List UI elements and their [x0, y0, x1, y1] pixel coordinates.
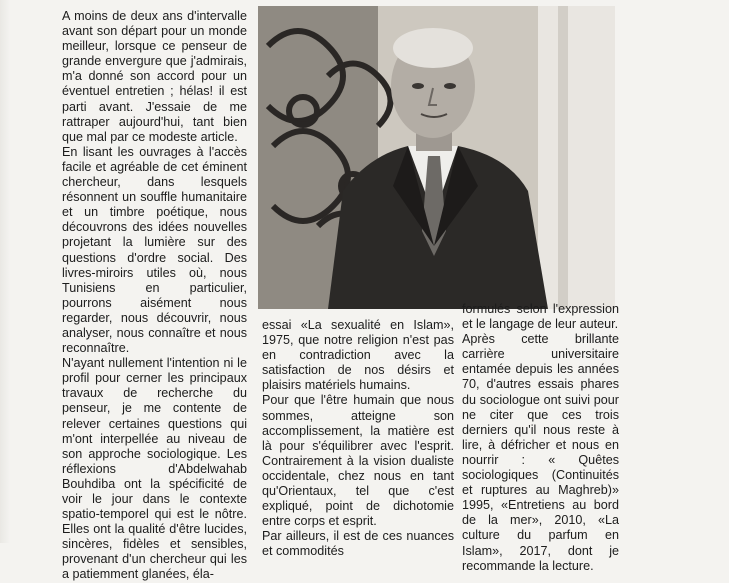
article-column-1	[62, 9, 247, 583]
article-column-2	[262, 318, 454, 560]
paragraph-intention: N'ayant nullement l'intention ni le profil pour cerner les principaux travaux de recherche du penseur, je me contente de relever certaines questions qui m'ont interpellée au niveau de son approche sociologique. Les réflexions d'Abdelwahab Bouhdiba ont la spécificité de voir le jour dans le contexte spatio-temporel qui est le nôtre. Elles ont la qualité d'être lucides, sincères, fidèles et sensibles, provenant d'un chercheur qui les a patiemment glanées, éla-	[62, 356, 247, 582]
portrait-photo	[258, 6, 615, 309]
paragraph-career: Après cette brillante carrière universitaire entamée depuis les années 70, d'autres essais phares du sociologue ont suivi pour ne citer que ces trois derniers qu'il nous reste à lire, à défricher et nous en nourrir : « Quêtes sociologiques (Continuités et ruptures au Maghreb)» 1995, «Entretiens au bord de la mer», 2010, «La culture du parfum en Islam», 2017, dont je recommande la lecture.	[462, 332, 619, 573]
scan-edge	[0, 0, 10, 543]
paragraph-nuances: Par ailleurs, il est de ces nuances et commodités	[262, 529, 454, 559]
paragraph-intro: A moins de deux ans d'intervalle avant son départ pour un monde meilleur, lorsque ce penseur de grande envergure que j'admirais, m'a donné son accord pour un éventuel entretien ; hélas! il est parti avant. J'essaie de me rattraper aujourd'hui, tant bien que mal par ce modeste article.	[62, 9, 247, 144]
article-column-3	[462, 302, 619, 574]
portrait-illustration	[258, 6, 615, 309]
paragraph-balance: Pour que l'être humain que nous sommes, atteigne son accomplissement, la matière est là pour s'équilibrer avec l'esprit. Contrairement à la vision dualiste occidentale, chez nous en tant qu'Orientaux, tel que c'est expliqué, point de dichotomie entre corps et esprit.	[262, 393, 454, 529]
paragraph-essay: essai «La sexualité en Islam», 1975, que notre religion n'est pas en contradiction avec la satisfaction de nos désirs et plaisirs matériels humains.	[262, 318, 454, 393]
paragraph-reading: En lisant les ouvrages à l'accès facile et agréable de cet éminent chercheur, dans lesquels résonnent un souffle humanitaire et un timbre poétique, nous découvrons des idées nouvelles projetant la lumière sur des questions d'ordre social. Des livres-miroirs utiles où, nous Tunisiens en particulier, pourrons aisément nous regarder, nous découvrir, nous analyser, nous connaître et nous reconnaître.	[62, 144, 247, 356]
paragraph-formulated: formulés selon l'expression et le langage de leur auteur.	[462, 302, 619, 332]
